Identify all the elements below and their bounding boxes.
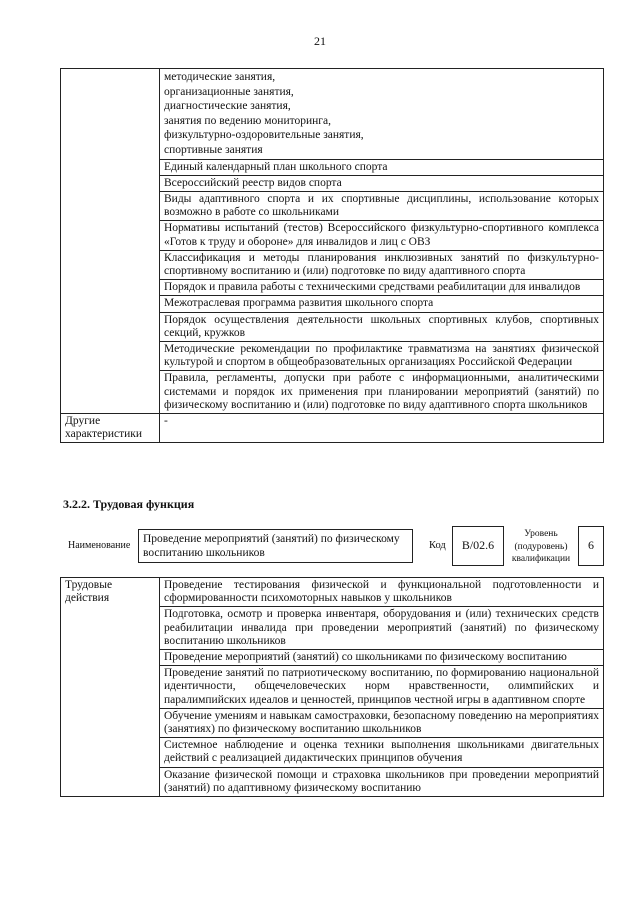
knowledge-cell: Виды адаптивного спорта и их спортивные дисциплины, использование которых возможно в работе со школьниками (160, 191, 604, 220)
labor-action-cell: Обучение умениям и навыкам самостраховки, безопасному поведению на мероприятиях (занятиях) по физическому воспитанию школьников (160, 708, 604, 737)
name-value: Проведение мероприятий (занятий) по физическому воспитанию школьников (138, 529, 413, 563)
other-characteristics-value: - (160, 414, 604, 443)
knowledge-cell: Классификация и методы планирования инклюзивных занятий по физкультурно-спортивному воспитанию и (или) подготовке по виду адаптивного спорта (160, 250, 604, 279)
other-characteristics-label: Другие характеристики (61, 414, 160, 443)
labor-action-cell: Оказание физической помощи и страховка школьников при проведении мероприятий (занятий) по адаптивному физическому воспитанию (160, 767, 604, 796)
labor-action-cell: Проведение занятий по патриотическому воспитанию, по формированию национальной идентичности, общечеловеческих норм нравственности, олимпийских и паралимпийских идеалов и ценностей, принципов честной игры в адаптивном спорте (160, 666, 604, 709)
labor-action-cell: Подготовка, осмотр и проверка инвентаря, оборудования и (или) технических средств реабилитации инвалида при проведении мероприятий (занятий) по физическому воспитанию школьников (160, 607, 604, 650)
table-row (61, 578, 604, 607)
labor-action-cell: Проведение мероприятий (занятий) со школьниками по физическому воспитанию (160, 650, 604, 666)
labor-actions-table (60, 577, 604, 797)
list-item: диагностические занятия, (164, 100, 291, 113)
knowledge-cell: Единый календарный план школьного спорта (160, 159, 604, 175)
list-item: физкультурно-оздоровительные занятия, (164, 129, 364, 142)
knowledge-cell: Порядок и правила работы с техническими средствами реабилитации для инвалидов (160, 280, 604, 296)
level-label: Уровень (подуровень) квалификации (511, 529, 571, 564)
list-item: занятия по ведению мониторинга, (164, 114, 331, 127)
code-value: B/02.6 (452, 526, 504, 566)
level-value: 6 (578, 526, 604, 566)
labor-action-cell: Проведение тестирования физической и функциональной подготовленности и сформированности психомоторных навыков у школьников (160, 578, 604, 607)
labor-action-cell: Системное наблюдение и оценка техники выполнения школьниками двигательных действий с реализацией дидактических принципов обучения (160, 738, 604, 767)
code-label: Код (429, 540, 446, 551)
table-row (61, 69, 604, 160)
knowledge-cell: Межотраслевая программа развития школьного спорта (160, 296, 604, 312)
function-header (60, 526, 608, 572)
labor-actions-label: Трудовые действия (61, 578, 160, 797)
knowledge-cell: Методические рекомендации по профилактике травматизма на занятиях физической культурой и спортом в общеобразовательных организациях Российской Федерации (160, 342, 604, 371)
list-item: спортивные занятия (164, 143, 263, 156)
list-item: организационные занятия, (164, 85, 294, 98)
knowledge-cell: Всероссийский реестр видов спорта (160, 175, 604, 191)
knowledge-cell: Нормативы испытаний (тестов) Всероссийского физкультурно-спортивного комплекса «Готов к труду и обороне» для инвалидов и лиц с ОВЗ (160, 221, 604, 250)
knowledge-cell: Порядок осуществления деятельности школьных спортивных клубов, спортивных секций, кружков (160, 312, 604, 341)
knowledge-cell: Правила, регламенты, допуски при работе с информационными, аналитическими системами и порядок их применения при планировании мероприятий (занятий) по физическому воспитанию и (или) подготовке по виду адаптивного спорта школьников (160, 371, 604, 414)
page-number: 21 (314, 34, 326, 48)
knowledge-label-cell (61, 69, 160, 414)
table-row (61, 414, 604, 443)
section-heading: 3.2.2. Трудовая функция (63, 497, 195, 511)
name-label: Наименование (68, 540, 131, 551)
list-item: методические занятия, (164, 71, 276, 83)
methods-cell (160, 69, 604, 160)
knowledge-table (60, 68, 604, 443)
